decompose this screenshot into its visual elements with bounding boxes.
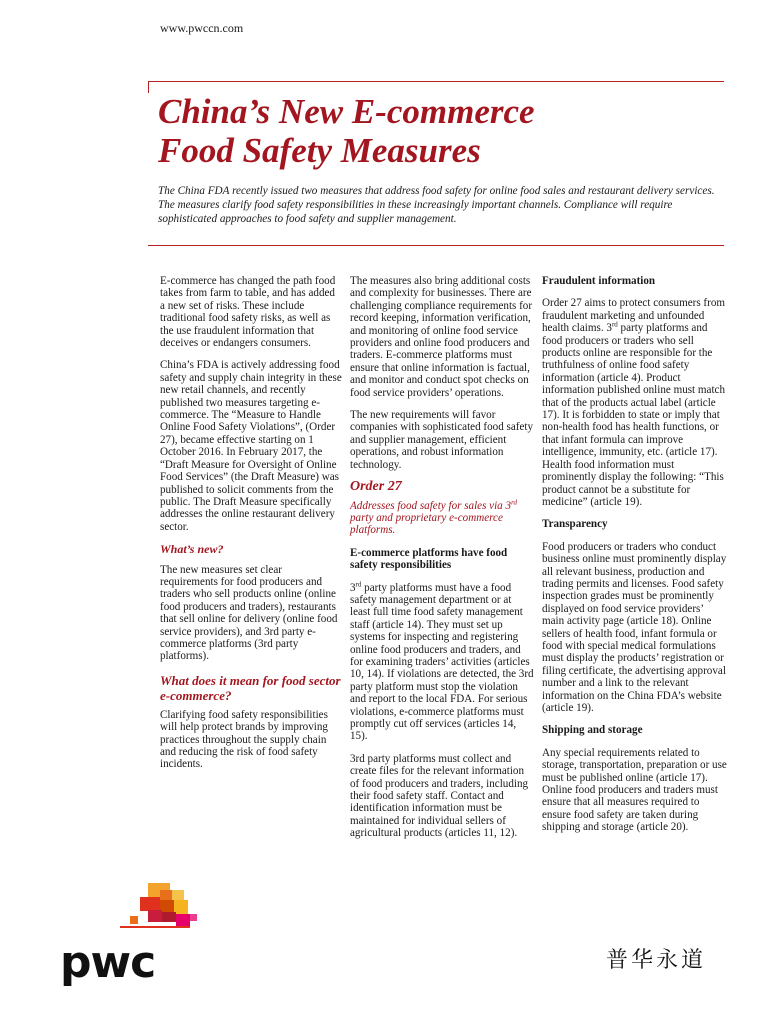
heading-transparency: Transparency [542, 518, 608, 531]
col1-paragraph-4: Clarifying food safety responsibilities will help protect brands by improving practices throughout the supply chain and reducing the risk of food safety incidents. [160, 708, 328, 771]
col1-paragraph-3: The new measures set clear requirements for food producers and traders who sell products online (online food producers and traders), restaurants that sell online for delivery (online food service providers), and 3rd party e-commerce platforms (3rd party platforms). [160, 563, 338, 663]
website-url: www.pwccn.com [160, 21, 244, 35]
intro-summary: The China FDA recently issued two measures that address food safety for online food sales and restaurant delivery services. The measures clarify food safety responsibilities in these increasingly important channels. Compliance will require sophisticated approaches to food safety and supplier management. [158, 185, 715, 225]
col2-paragraph-2: The new requirements will favor companies with sophisticated food safety and supplier management, efficient operations, and robust information technology. [350, 409, 534, 471]
title-line-1: China’s New E-commerce [158, 92, 535, 131]
pwc-logo: pwc [60, 937, 156, 988]
title-line-2: Food Safety Measures [158, 131, 481, 170]
col2-paragraph-4: 3rd party platforms must collect and create files for the relevant information of food producers and traders, including their food safety staff. Contact and identification information must be maintained for individual sellers of agricultural products (articles 11, 12). [350, 752, 529, 840]
pwc-chinese-name: 普华永道 [606, 948, 707, 973]
col3-paragraph-1: Order 27 aims to protect consumers from fraudulent marketing and unfounded health claims. 3rd party platforms and food producers or traders who sell products online are responsible for the truthfulness of online food safety information (article 4). Product information published online must match that of the products actual label (article 17). It is forbidden to state or imply that non-health food has health functions, or that infant formula can improve intelligence, immunity, etc. (article 17). Health food information must prominently display the following: “This product cannot be a substitute for medicine” (article 19). [542, 297, 726, 508]
col3-paragraph-3: Any special requirements related to storage, transportation, preparation or use must be published online (article 17). Online food producers and traders must ensure that all measures required to ensure food safety are taken during shipping and storage (article 20). [542, 746, 727, 834]
col2-paragraph-1: The measures also bring additional costs and complexity for businesses. There are challenging compliance requirements for record keeping, information verification, and monitoring of online food service providers and online food producers and traders. E-commerce platforms must ensure that online information is factual, and monitor and conduct spot checks on food service providers’ operations. [350, 275, 533, 399]
heading-shipping-storage: Shipping and storage [542, 724, 643, 737]
col2-paragraph-3: 3rd party platforms must have a food safety management department or at least full time food safety management staff (article 14). They must set up systems for inspecting and registering online food producers and traders, and for examining traders’ activities (articles 10, 14). If violations are detected, the 3rd party platform must stop the violation and report to the local FDA. For serious violations, e-commerce platforms must promptly cut off services (articles 14, 15). [350, 579, 534, 743]
col3-paragraph-2: Food producers or traders who conduct business online must prominently display all relevant business, production and trading permits and licenses. Food safety inspection grades must be prominently displayed on food service providers’ main activity page (article 18). Online sellers of health food, infant formula or food with special medical formulations must display the products’ registration or filing certificate, the advertising approval number and a link to the relevant information on the China FDA’s website (article 19). [542, 540, 727, 714]
heading-whats-new: What’s new? [160, 542, 224, 557]
order-27-description: Addresses food safety for sales via 3rd party and proprietary e-commerce platforms. [350, 497, 518, 537]
heading-platform-responsibilities: E-commerce platforms have food safety responsibilities [350, 546, 508, 572]
col1-paragraph-2: China’s FDA is actively addressing food safety and supply chain integrity in these new retail channels, and recently published two measures targeting e-commerce. The “Measure to Handle Online Food Safety Violations”, (Order 27), became effective starting on 1 October 2016. In February 2017, the “Draft Measure for Oversight of Online Food Services” (the Draft Measure) was published to solicit comments from the public. The Draft Measure specifically addresses the online restaurant delivery sector. [160, 359, 342, 533]
heading-order-27: Order 27 [350, 479, 402, 495]
heading-fraudulent-information: Fraudulent information [542, 275, 656, 287]
col1-paragraph-1: E-commerce has changed the path food takes from farm to table, and has added a new set of risks. These include traditional food safety risks, as well as the use fraudulent information that deceives or endangers consumers. [160, 275, 336, 350]
heading-what-does-it-mean: What does it mean for food sector e-commerce? [160, 672, 341, 703]
